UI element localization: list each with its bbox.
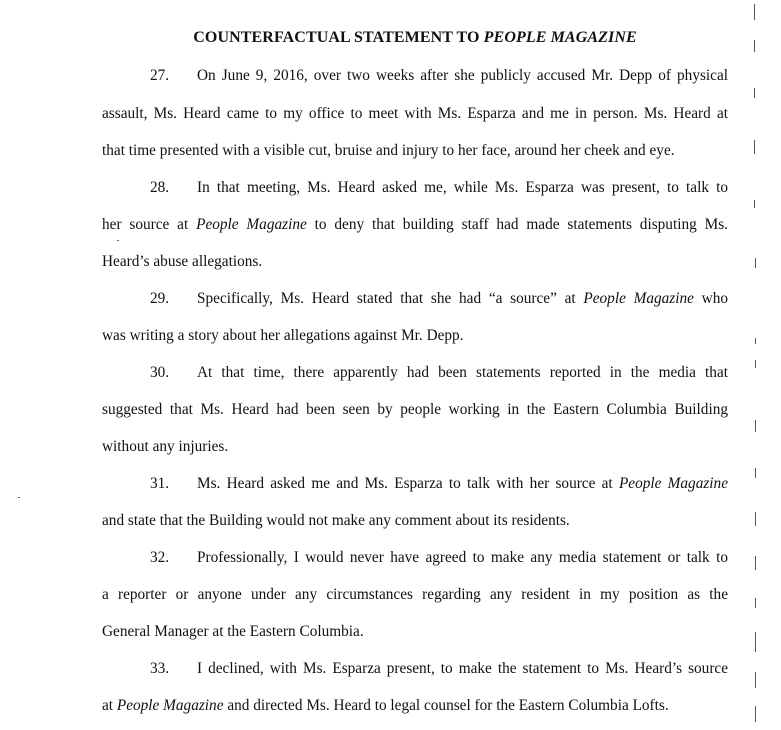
paragraph-29-line-2 xyxy=(102,326,728,346)
paragraph-32-line-1 xyxy=(150,548,728,568)
paragraph-32-line-2 xyxy=(102,585,728,605)
scan-margin-mark xyxy=(755,338,756,344)
paragraph-number: 27. xyxy=(150,67,170,84)
paragraph-31-line-1 xyxy=(150,474,728,494)
line-text: At that time, there apparently had been statements reported in the media that xyxy=(197,364,728,381)
line-text: In that meeting, Ms. Heard asked me, while Ms. Esparza was present, to talk to xyxy=(197,179,728,196)
line-text: I declined, with Ms. Esparza present, to make the statement to Ms. Heard’s source xyxy=(197,660,728,677)
line-text: without any injuries. xyxy=(102,438,229,455)
scan-margin-mark xyxy=(755,672,756,688)
line-text: Specifically, Ms. Heard stated that she had “a source” at xyxy=(197,290,584,307)
line-text: On June 9, 2016, over two weeks after she publicly accused Mr. Depp of physical xyxy=(197,67,728,84)
scan-margin-mark xyxy=(754,200,755,208)
scan-margin-mark xyxy=(755,706,756,722)
line-text: Ms. Heard asked me and Ms. Esparza to talk with her source at xyxy=(197,475,619,492)
scan-margin-mark xyxy=(755,420,756,432)
scan-margin-mark xyxy=(754,140,755,154)
publication-name: People Magazine xyxy=(618,475,728,492)
line-text: that time presented with a visible cut, bruise and injury to her face, around her cheek and eye. xyxy=(102,142,675,159)
scan-margin-mark xyxy=(755,360,756,368)
paragraph-number: 28. xyxy=(150,179,170,196)
paragraph-28-line-1 xyxy=(150,178,728,198)
scan-margin-mark xyxy=(755,556,756,570)
paragraph-27-line-2 xyxy=(102,104,728,124)
publication-name: People Magazine xyxy=(116,697,224,714)
line-text: Heard’s abuse allegations. xyxy=(102,253,263,270)
scan-margin-mark xyxy=(754,88,755,98)
paragraph-number: 29. xyxy=(150,290,170,307)
paragraph-29-line-1 xyxy=(150,289,728,309)
paragraph-32-line-3 xyxy=(102,622,728,642)
heading-italic: PEOPLE MAGAZINE xyxy=(483,29,637,46)
line-text: her source at xyxy=(102,216,197,233)
heading-text: COUNTERFACTUAL STATEMENT TO xyxy=(193,29,484,46)
line-text: and state that the Building would not make any comment about its residents. xyxy=(102,512,570,529)
paragraph-number: 30. xyxy=(150,364,170,381)
line-text: to deny that building staff had made statements disputing Ms. xyxy=(306,216,728,233)
line-text: a reporter or anyone under any circumstances regarding any resident in my position as the xyxy=(102,586,728,603)
paragraph-27-line-3 xyxy=(102,141,728,161)
scan-margin-mark xyxy=(755,632,756,652)
scan-margin-mark xyxy=(754,4,755,20)
scan-margin-mark xyxy=(755,258,756,268)
line-text: at xyxy=(102,697,117,714)
scan-margin-mark xyxy=(755,512,756,526)
scan-margin-mark xyxy=(755,468,756,478)
scan-margin-mark xyxy=(754,40,755,52)
paragraph-number: 33. xyxy=(150,660,170,677)
line-text: who xyxy=(693,290,728,307)
scan-speck xyxy=(18,497,20,498)
paragraph-31-line-2 xyxy=(102,511,728,531)
section-heading xyxy=(0,29,781,47)
paragraph-27-line-1 xyxy=(150,66,728,86)
paragraph-28-line-2 xyxy=(102,215,728,235)
paragraph-30-line-2 xyxy=(102,400,728,420)
paragraph-30-line-3 xyxy=(102,437,728,457)
paragraph-30-line-1 xyxy=(150,363,728,383)
paragraph-33-line-2 xyxy=(102,696,728,716)
paragraph-number: 31. xyxy=(150,475,170,492)
line-text: suggested that Ms. Heard had been seen by people working in the Eastern Columbia Building xyxy=(102,401,728,418)
publication-name: People Magazine xyxy=(583,290,694,307)
scan-speck xyxy=(117,240,119,241)
line-text: Professionally, I would never have agreed to make any media statement or talk to xyxy=(197,549,728,566)
line-text: and directed Ms. Heard to legal counsel for the Eastern Columbia Lofts. xyxy=(223,697,669,714)
paragraph-33-line-1 xyxy=(150,659,728,679)
paragraph-28-line-3 xyxy=(102,252,728,272)
publication-name: People Magazine xyxy=(196,216,307,233)
line-text: General Manager at the Eastern Columbia. xyxy=(102,623,364,640)
scan-margin-mark xyxy=(755,598,756,608)
line-text: assault, Ms. Heard came to my office to meet with Ms. Esparza and me in person. Ms. Heard at xyxy=(102,105,728,122)
line-text: was writing a story about her allegations against Mr. Depp. xyxy=(102,327,464,344)
paragraph-number: 32. xyxy=(150,549,170,566)
